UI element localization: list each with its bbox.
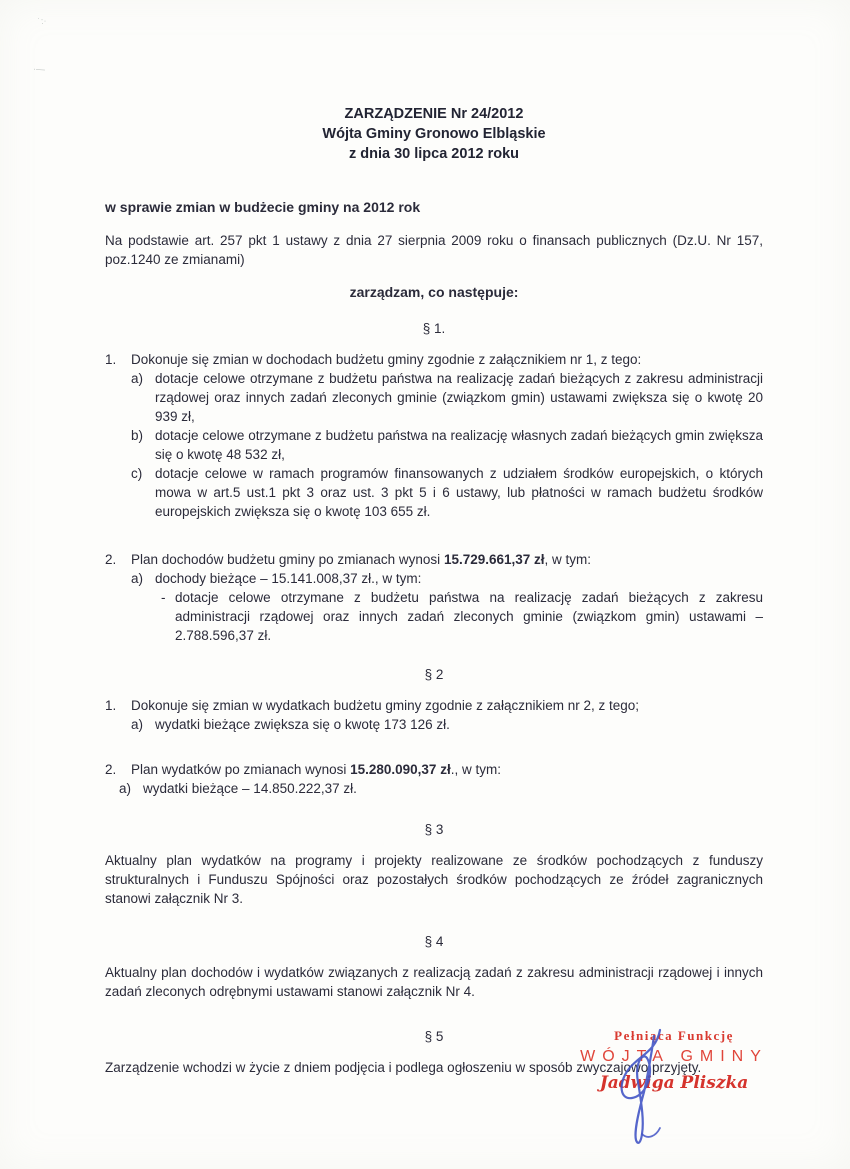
- section2-item2-text: [131, 760, 763, 779]
- plan-dochodow-post: , w tym:: [544, 552, 592, 567]
- section2-item1a-text: wydatki bieżące zwiększa się o kwotę 173 126 zł.: [155, 717, 450, 732]
- list-marker: 1.: [105, 352, 117, 367]
- stamp-title-line: WÓJTA GMINY: [580, 1048, 768, 1065]
- plan-wydatkow-pre: Plan wydatków po zmianach wynosi: [131, 762, 351, 777]
- list-marker: a): [131, 571, 144, 586]
- document-title-number: ZARZĄDZENIE Nr 24/2012: [344, 106, 524, 122]
- section-1-heading: § 1.: [422, 321, 446, 336]
- document-subject: w sprawie zmian w budżecie gminy na 2012 rok: [105, 199, 421, 215]
- section2-item2a: [119, 779, 763, 798]
- section-3-heading: § 3: [424, 822, 444, 837]
- section1-item2: [105, 550, 763, 569]
- section1-item2a-text: dochody bieżące – 15.141.008,37 zł., w tym:: [155, 571, 422, 586]
- document-title-date: z dnia 30 lipca 2012 roku: [348, 146, 520, 162]
- list-marker: 2.: [105, 552, 117, 567]
- section2-item2a-text: wydatki bieżące – 14.850.222,37 zł.: [143, 781, 357, 796]
- section1-item1: [105, 350, 763, 369]
- plan-dochodow-amount: 15.729.661,37 zł: [443, 552, 545, 567]
- plan-wydatkow-post: ., w tym:: [450, 762, 501, 777]
- stamp-name-line: Jadwiga Pliszka: [599, 1073, 749, 1093]
- list-marker: a): [119, 781, 132, 796]
- scan-pencil-mark: ˙:·: [37, 15, 48, 27]
- section1-item1c-text: dotacje celowe w ramach programów finansowanych z udziałem środków europejskich, o których mowa w art.5 ust.1 pkt 3 oraz ust. 3 pkt 5 i 6 ustawy, lub płatności w ramach budżetu środków europejskich zwiększa się o kwotę 103 655 zł.: [155, 466, 763, 519]
- section1-item1b: [131, 426, 763, 464]
- list-marker: 2.: [105, 762, 117, 777]
- list-marker: a): [131, 717, 144, 732]
- section4-paragraph: Aktualny plan dochodów i wydatków związanych z realizacją zadań z zakresu administracji rządowej i innych zadań zleconych odrębnymi ustawami stanowi załącznik Nr 4.: [105, 965, 763, 999]
- list-marker: c): [131, 466, 143, 481]
- section2-item2: [105, 760, 763, 779]
- section3-paragraph: Aktualny plan wydatków na programy i projekty realizowane ze środków pochodzących z funduszy strukturalnych i Funduszu Spójności oraz pozostałych środków pochodzących ze źródeł zagranicznych stanowi załącznik Nr 3.: [105, 853, 763, 906]
- section1-item1b-text: dotacje celowe otrzymane z budżetu państwa na realizację własnych zadań bieżących gmin zwiększa się o kwotę 48 532 zł,: [155, 428, 763, 462]
- list-marker: -: [161, 590, 166, 605]
- plan-wydatkow-amount: 15.280.090,37 zł: [350, 762, 451, 777]
- section1-item2a-dash-text: dotacje celowe otrzymane z budżetu państwa na realizację zadań bieżących z zakresu administracji rządowej oraz innych zadań zleconych gminie (związkom gmin) ustawami – 2.788.596,37 zł.: [175, 590, 763, 643]
- scan-pencil-mark: ·—: [32, 63, 46, 75]
- plan-dochodow-pre: Plan dochodów budżetu gminy po zmianach wynosi: [131, 552, 444, 567]
- section5-paragraph: Zarządzenie wchodzi w życie z dniem podjęcia i podlega ogłoszeniu w sposób zwyczajowo przyjęty.: [105, 1060, 702, 1075]
- section-5-heading: § 5: [424, 1029, 444, 1044]
- section1-item1a: [131, 369, 763, 426]
- list-marker: a): [131, 371, 144, 386]
- stamp-function-line: Pełniąca Funkcję: [614, 1028, 734, 1043]
- document-title-block: [105, 104, 763, 164]
- section1-item1c: [131, 464, 763, 521]
- section1-item1-text: Dokonuje się zmian w dochodach budżetu gminy zgodnie z załącznikiem nr 1, z tego:: [131, 352, 642, 367]
- section1-item2a-dash: [161, 588, 763, 645]
- list-marker: 1.: [105, 698, 117, 713]
- official-stamp: [556, 1026, 792, 1093]
- section2-item1: [105, 696, 763, 715]
- section-2-heading: § 2: [424, 667, 444, 682]
- section1-item1a-text: dotacje celowe otrzymane z budżetu państwa na realizację zadań bieżących z zakresu administracji rządowej oraz innych zadań zleconych gminie (związkom gmin) ustawami zwiększa się o kwotę 20 939 zł,: [155, 371, 763, 424]
- section2-item1-text: Dokonuje się zmian w wydatkach budżetu gminy zgodnie z załącznikiem nr 2, z tego;: [131, 698, 640, 713]
- section1-item2a: [131, 569, 763, 588]
- legal-basis-paragraph: Na podstawie art. 257 pkt 1 ustawy z dnia 27 sierpnia 2009 roku o finansach publicznych (Dz.U. Nr 157, poz.1240 ze zmianami): [105, 233, 763, 267]
- document-title-issuer: Wójta Gminy Gronowo Elbląskie: [322, 126, 546, 142]
- order-intro: zarządzam, co następuje:: [349, 284, 519, 300]
- section-4-heading: § 4: [424, 934, 444, 949]
- section1-item2-text: [131, 550, 763, 569]
- section2-item1a: [131, 715, 763, 734]
- list-marker: b): [131, 428, 144, 443]
